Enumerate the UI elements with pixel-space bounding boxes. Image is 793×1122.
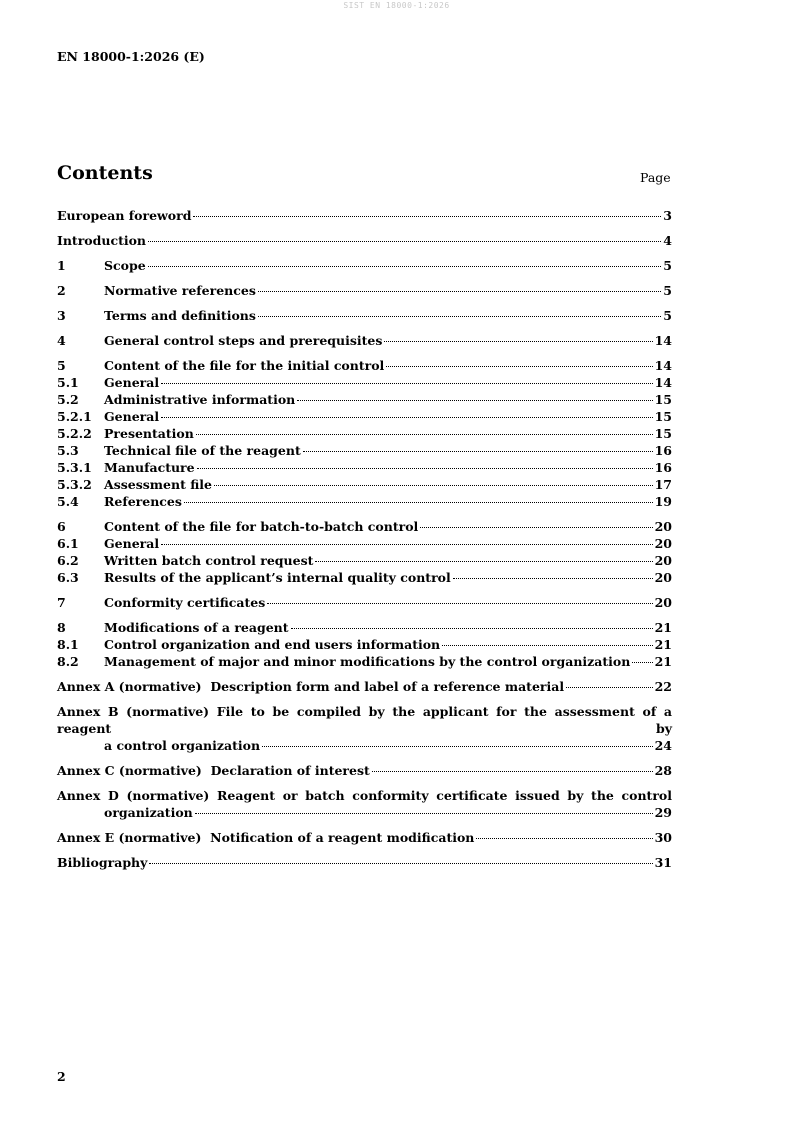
toc-page-number: 17: [654, 477, 672, 492]
toc-leader-dots: [197, 468, 653, 469]
toc-leader-dots: [193, 216, 661, 217]
toc-leader-dots: [161, 544, 652, 545]
toc-page-number: 28: [654, 763, 672, 778]
toc-title: Introduction: [57, 233, 147, 248]
toc-entry-annex-a[interactable]: [57, 678, 672, 695]
toc-leader-dots: [161, 417, 652, 418]
toc-page-number: 24: [654, 738, 672, 753]
toc-clause-number: 7: [57, 595, 66, 610]
toc-entry-bibliography[interactable]: [57, 854, 672, 871]
toc-title: European foreword: [57, 208, 192, 223]
toc-page-number: 15: [654, 426, 672, 441]
page-column-label: Page: [640, 170, 671, 185]
toc-leader-dots: [386, 366, 652, 367]
toc-title: [57, 678, 564, 695]
annex-label: Annex E (normative): [57, 830, 202, 845]
toc-page-number: 19: [654, 494, 672, 509]
toc-leader-dots: [195, 813, 653, 814]
toc-entry-4[interactable]: [57, 332, 672, 349]
toc-leader-dots: [148, 266, 662, 267]
toc-title: Scope: [104, 258, 146, 273]
annex-label: Annex D (normative): [57, 788, 210, 803]
toc-entry-foreword[interactable]: [57, 207, 672, 224]
toc-leader-dots: [420, 527, 652, 528]
toc-clause-number: 2: [57, 283, 66, 298]
toc-title: Content of the file for the initial control: [104, 358, 385, 373]
toc-leader-dots: [262, 746, 653, 747]
toc-leader-dots: [258, 291, 661, 292]
toc-entry-2[interactable]: [57, 282, 672, 299]
toc-leader-dots: [149, 863, 652, 864]
toc-title: Technical file of the reagent: [104, 443, 301, 458]
toc-title: Modifications of a reagent: [104, 620, 289, 635]
toc-page-number: 14: [654, 358, 672, 373]
toc-page-number: 15: [654, 409, 672, 424]
toc-title: References: [104, 494, 182, 509]
toc-clause-number: 1: [57, 258, 66, 273]
toc-entry-6-3[interactable]: [57, 569, 672, 586]
toc-leader-dots: [214, 485, 653, 486]
toc-clause-number: 5.2: [57, 392, 79, 407]
toc-leader-dots: [258, 316, 661, 317]
toc-entry-3[interactable]: [57, 307, 672, 324]
toc-page-number: 20: [654, 519, 672, 534]
toc-entry-5-4[interactable]: [57, 493, 672, 510]
toc-page-number: 22: [654, 679, 672, 694]
toc-entry-5-3-2[interactable]: [57, 476, 672, 493]
toc-title: Manufacture: [104, 460, 195, 475]
toc-leader-dots: [161, 383, 652, 384]
annex-label: Annex C (normative): [57, 763, 202, 778]
toc-clause-number: 8.1: [57, 637, 79, 652]
toc-clause-number: 5.2.1: [57, 409, 92, 424]
toc-title: Administrative information: [104, 392, 296, 407]
toc-title: Results of the applicant’s internal quality control: [104, 570, 451, 585]
toc-clause-number: 5.2.2: [57, 426, 92, 441]
toc-clause-number: 4: [57, 333, 66, 348]
toc-title: [57, 829, 474, 846]
toc-leader-dots: [632, 662, 652, 663]
annex-label: Annex B (normative): [57, 704, 210, 719]
toc-page-number: 21: [654, 654, 672, 669]
page-number: 2: [57, 1069, 66, 1084]
toc-entry-5[interactable]: [57, 357, 672, 374]
toc-leader-dots: [148, 241, 661, 242]
table-of-contents: [57, 207, 672, 871]
toc-clause-number: 6.2: [57, 553, 79, 568]
toc-title: Terms and definitions: [104, 308, 256, 323]
toc-clause-number: 5.3.1: [57, 460, 92, 475]
watermark: SIST EN 18000-1:2026: [343, 1, 450, 10]
toc-page-number: 14: [654, 333, 672, 348]
toc-page-number: 30: [654, 830, 672, 845]
document-id-header: EN 18000-1:2026 (E): [57, 49, 205, 64]
toc-entry-5-3-1[interactable]: [57, 459, 672, 476]
toc-title: Management of major and minor modifications by the control organization: [104, 654, 631, 669]
toc-entry-6-2[interactable]: [57, 552, 672, 569]
toc-entry-7[interactable]: [57, 594, 672, 611]
toc-entry-annex-b[interactable]: [57, 703, 672, 754]
toc-leader-dots: [566, 687, 653, 688]
contents-title: Contents: [57, 162, 153, 184]
toc-entry-5-2[interactable]: [57, 391, 672, 408]
toc-page-number: 16: [654, 443, 672, 458]
toc-page-number: 20: [654, 536, 672, 551]
annex-continuation-line: [57, 804, 672, 821]
toc-entry-1[interactable]: [57, 257, 672, 274]
toc-title: General control steps and prerequisites: [104, 333, 383, 348]
toc-title: Conformity certificates: [104, 595, 266, 610]
toc-title: Assessment file: [104, 477, 212, 492]
annex-title-line1: Reagent or batch conformity certificate issued by the control: [217, 788, 673, 803]
toc-page-number: 15: [654, 392, 672, 407]
toc-page-number: 5: [663, 258, 672, 273]
toc-entry-introduction[interactable]: [57, 232, 672, 249]
toc-entry-annex-c[interactable]: [57, 762, 672, 779]
toc-leader-dots: [442, 645, 652, 646]
toc-title: General: [104, 536, 160, 551]
toc-leader-dots: [196, 434, 653, 435]
toc-entry-annex-d[interactable]: [57, 787, 672, 821]
toc-clause-number: 5.4: [57, 494, 79, 509]
annex-first-line: [57, 787, 672, 804]
toc-entry-5-2-1[interactable]: [57, 408, 672, 425]
toc-page-number: 29: [654, 805, 672, 820]
toc-title: Control organization and end users information: [104, 637, 441, 652]
toc-entry-annex-e[interactable]: [57, 829, 672, 846]
toc-clause-number: 5: [57, 358, 66, 373]
annex-title: Declaration of interest: [210, 763, 370, 778]
annex-title-line2: a control organization: [104, 738, 261, 753]
toc-leader-dots: [297, 400, 652, 401]
toc-clause-number: 8.2: [57, 654, 79, 669]
toc-page-number: 21: [654, 637, 672, 652]
toc-leader-dots: [476, 838, 652, 839]
toc-page-number: 21: [654, 620, 672, 635]
toc-entry-6-1[interactable]: [57, 535, 672, 552]
toc-page-number: 5: [663, 308, 672, 323]
annex-first-line: [57, 703, 672, 737]
toc-entry-5-3[interactable]: [57, 442, 672, 459]
toc-page-number: 31: [654, 855, 672, 870]
toc-clause-number: 6.3: [57, 570, 79, 585]
annex-title: Notification of a reagent modification: [210, 830, 475, 845]
annex-label: Annex A (normative): [57, 679, 202, 694]
toc-clause-number: 5.3: [57, 443, 79, 458]
toc-page-number: 20: [654, 570, 672, 585]
toc-leader-dots: [384, 341, 652, 342]
toc-page-number: 5: [663, 283, 672, 298]
toc-entry-5-1[interactable]: [57, 374, 672, 391]
toc-page-number: 20: [654, 553, 672, 568]
toc-entry-5-2-2[interactable]: [57, 425, 672, 442]
annex-title-line2: organization: [104, 805, 193, 820]
toc-title: Written batch control request: [104, 553, 314, 568]
toc-title: Presentation: [104, 426, 194, 441]
toc-title: General: [104, 409, 160, 424]
toc-entry-8[interactable]: [57, 619, 672, 636]
toc-page-number: 20: [654, 595, 672, 610]
toc-leader-dots: [291, 628, 653, 629]
toc-page-number: 4: [663, 233, 672, 248]
toc-clause-number: 6.1: [57, 536, 79, 551]
toc-entry-6[interactable]: [57, 518, 672, 535]
toc-clause-number: 5.3.2: [57, 477, 92, 492]
toc-leader-dots: [453, 578, 653, 579]
toc-page-number: 16: [654, 460, 672, 475]
toc-leader-dots: [303, 451, 653, 452]
toc-entry-8-2[interactable]: [57, 653, 672, 670]
toc-title: Bibliography: [57, 855, 148, 870]
annex-title: Description form and label of a reference material: [210, 679, 565, 694]
toc-leader-dots: [372, 771, 653, 772]
toc-title: Content of the file for batch-to-batch control: [104, 519, 419, 534]
toc-clause-number: 3: [57, 308, 66, 323]
toc-title: General: [104, 375, 160, 390]
annex-continuation-line: [57, 737, 672, 754]
toc-leader-dots: [267, 603, 652, 604]
toc-clause-number: 8: [57, 620, 66, 635]
toc-leader-dots: [184, 502, 653, 503]
toc-title: [57, 762, 370, 779]
annex-title-line1: File to be compiled by the applicant for the assessment of a reagent by: [57, 704, 672, 736]
toc-clause-number: 6: [57, 519, 66, 534]
toc-title: Normative references: [104, 283, 256, 298]
toc-page-number: 3: [663, 208, 672, 223]
toc-clause-number: 5.1: [57, 375, 79, 390]
toc-page-number: 14: [654, 375, 672, 390]
toc-leader-dots: [315, 561, 652, 562]
toc-entry-8-1[interactable]: [57, 636, 672, 653]
